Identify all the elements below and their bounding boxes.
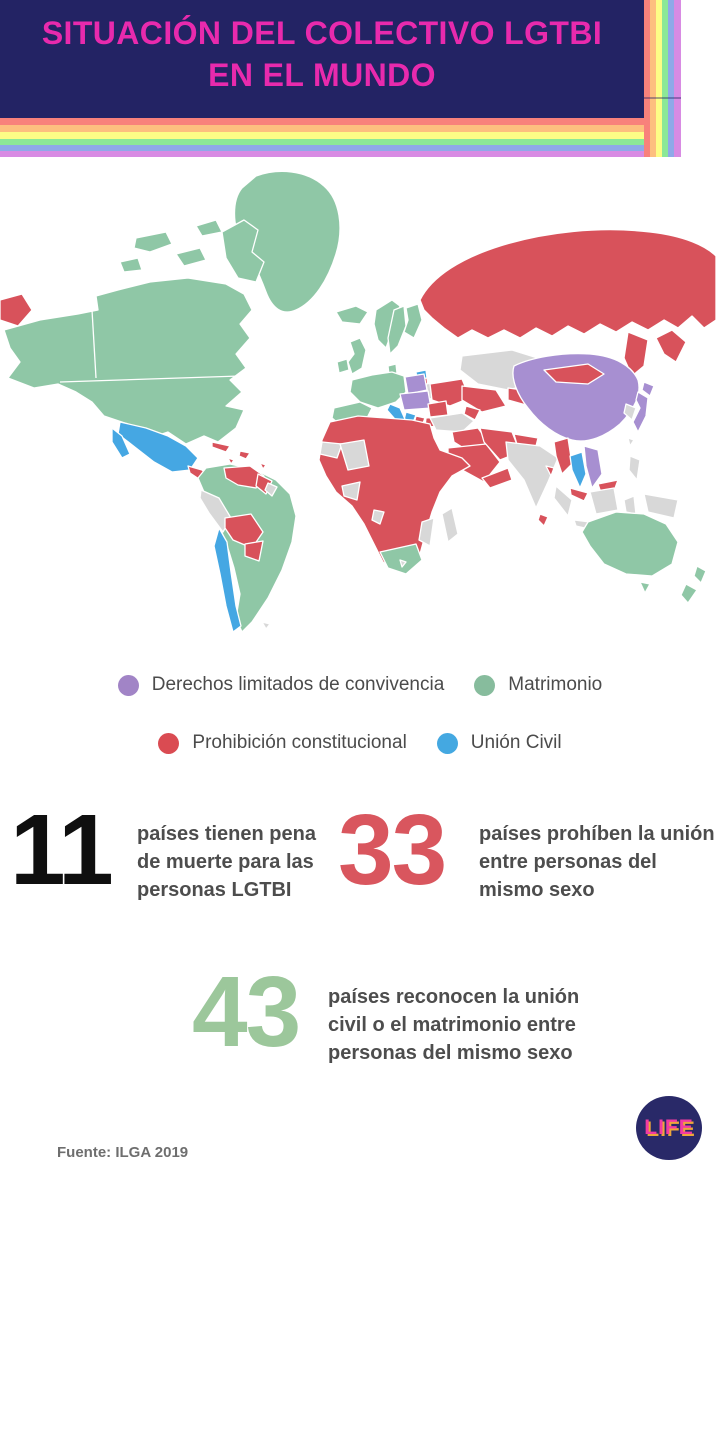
map-legend — [0, 672, 720, 756]
stat-text-prohiben-union — [479, 820, 720, 904]
rainbow-stripe — [0, 118, 644, 125]
legend-item-union-civil — [437, 732, 562, 754]
region-south-america — [198, 464, 296, 632]
life-logo — [636, 1096, 702, 1160]
rainbow-stripes-vertical — [644, 0, 681, 157]
stat-text-pena-de-muerte — [137, 820, 352, 904]
legend-dot-red — [158, 733, 179, 754]
world-map-svg — [0, 170, 720, 650]
rainbow-stripes-horizontal — [0, 118, 644, 157]
stat-value-prohiben-union: 33 — [338, 794, 446, 906]
stat-text-line: personas LGTBI — [137, 879, 292, 901]
legend-dot-blue — [437, 733, 458, 754]
legend-item-derechos-limitados — [118, 674, 445, 696]
stat-value-pena-de-muerte: 11 — [10, 794, 112, 906]
legend-dot-purple — [118, 675, 139, 696]
legend-dot-green — [474, 675, 495, 696]
region-africa — [319, 416, 470, 574]
legend-label: Derechos limitados de convivencia — [151, 674, 445, 695]
region-north-america — [4, 171, 340, 444]
header-banner — [0, 0, 644, 118]
legend-row-1 — [0, 672, 720, 698]
legend-label: Unión Civil — [470, 732, 562, 753]
stat-text-line: países reconocen la unión — [328, 986, 580, 1008]
legend-row-2 — [0, 730, 720, 756]
page-title-line-2: EN EL MUNDO — [208, 57, 436, 93]
divider-line — [644, 97, 681, 99]
page-title-line-1: SITUACIÓN DEL COLECTIVO LGTBI — [41, 15, 603, 51]
legend-label: Prohibición constitucional — [192, 732, 407, 753]
region-oceania — [582, 512, 706, 603]
legend-label: Matrimonio — [508, 674, 603, 695]
rainbow-stripe — [0, 151, 644, 157]
stat-text-line: personas del mismo sexo — [328, 1042, 573, 1064]
stat-text-line: entre personas del — [479, 851, 657, 873]
life-logo-text: LIFE — [644, 1116, 694, 1139]
legend-item-matrimonio — [474, 674, 602, 696]
rainbow-stripe — [674, 0, 681, 157]
world-map — [0, 170, 720, 650]
stat-text-line: países prohíben la unión — [479, 823, 715, 845]
stat-text-line: mismo sexo — [479, 879, 595, 901]
rainbow-stripe — [0, 125, 644, 132]
source-text: Fuente: ILGA 2019 — [57, 1144, 189, 1161]
legend-item-prohibicion — [158, 732, 406, 754]
rainbow-stripe — [0, 132, 644, 139]
stat-value-reconocen-union: 43 — [192, 956, 300, 1068]
stat-text-line: de muerte para las — [137, 851, 314, 873]
stat-text-line: civil o el matrimonio entre — [328, 1014, 576, 1036]
stat-text-reconocen-union — [328, 983, 608, 1067]
stat-text-line: países tienen pena — [137, 823, 316, 845]
